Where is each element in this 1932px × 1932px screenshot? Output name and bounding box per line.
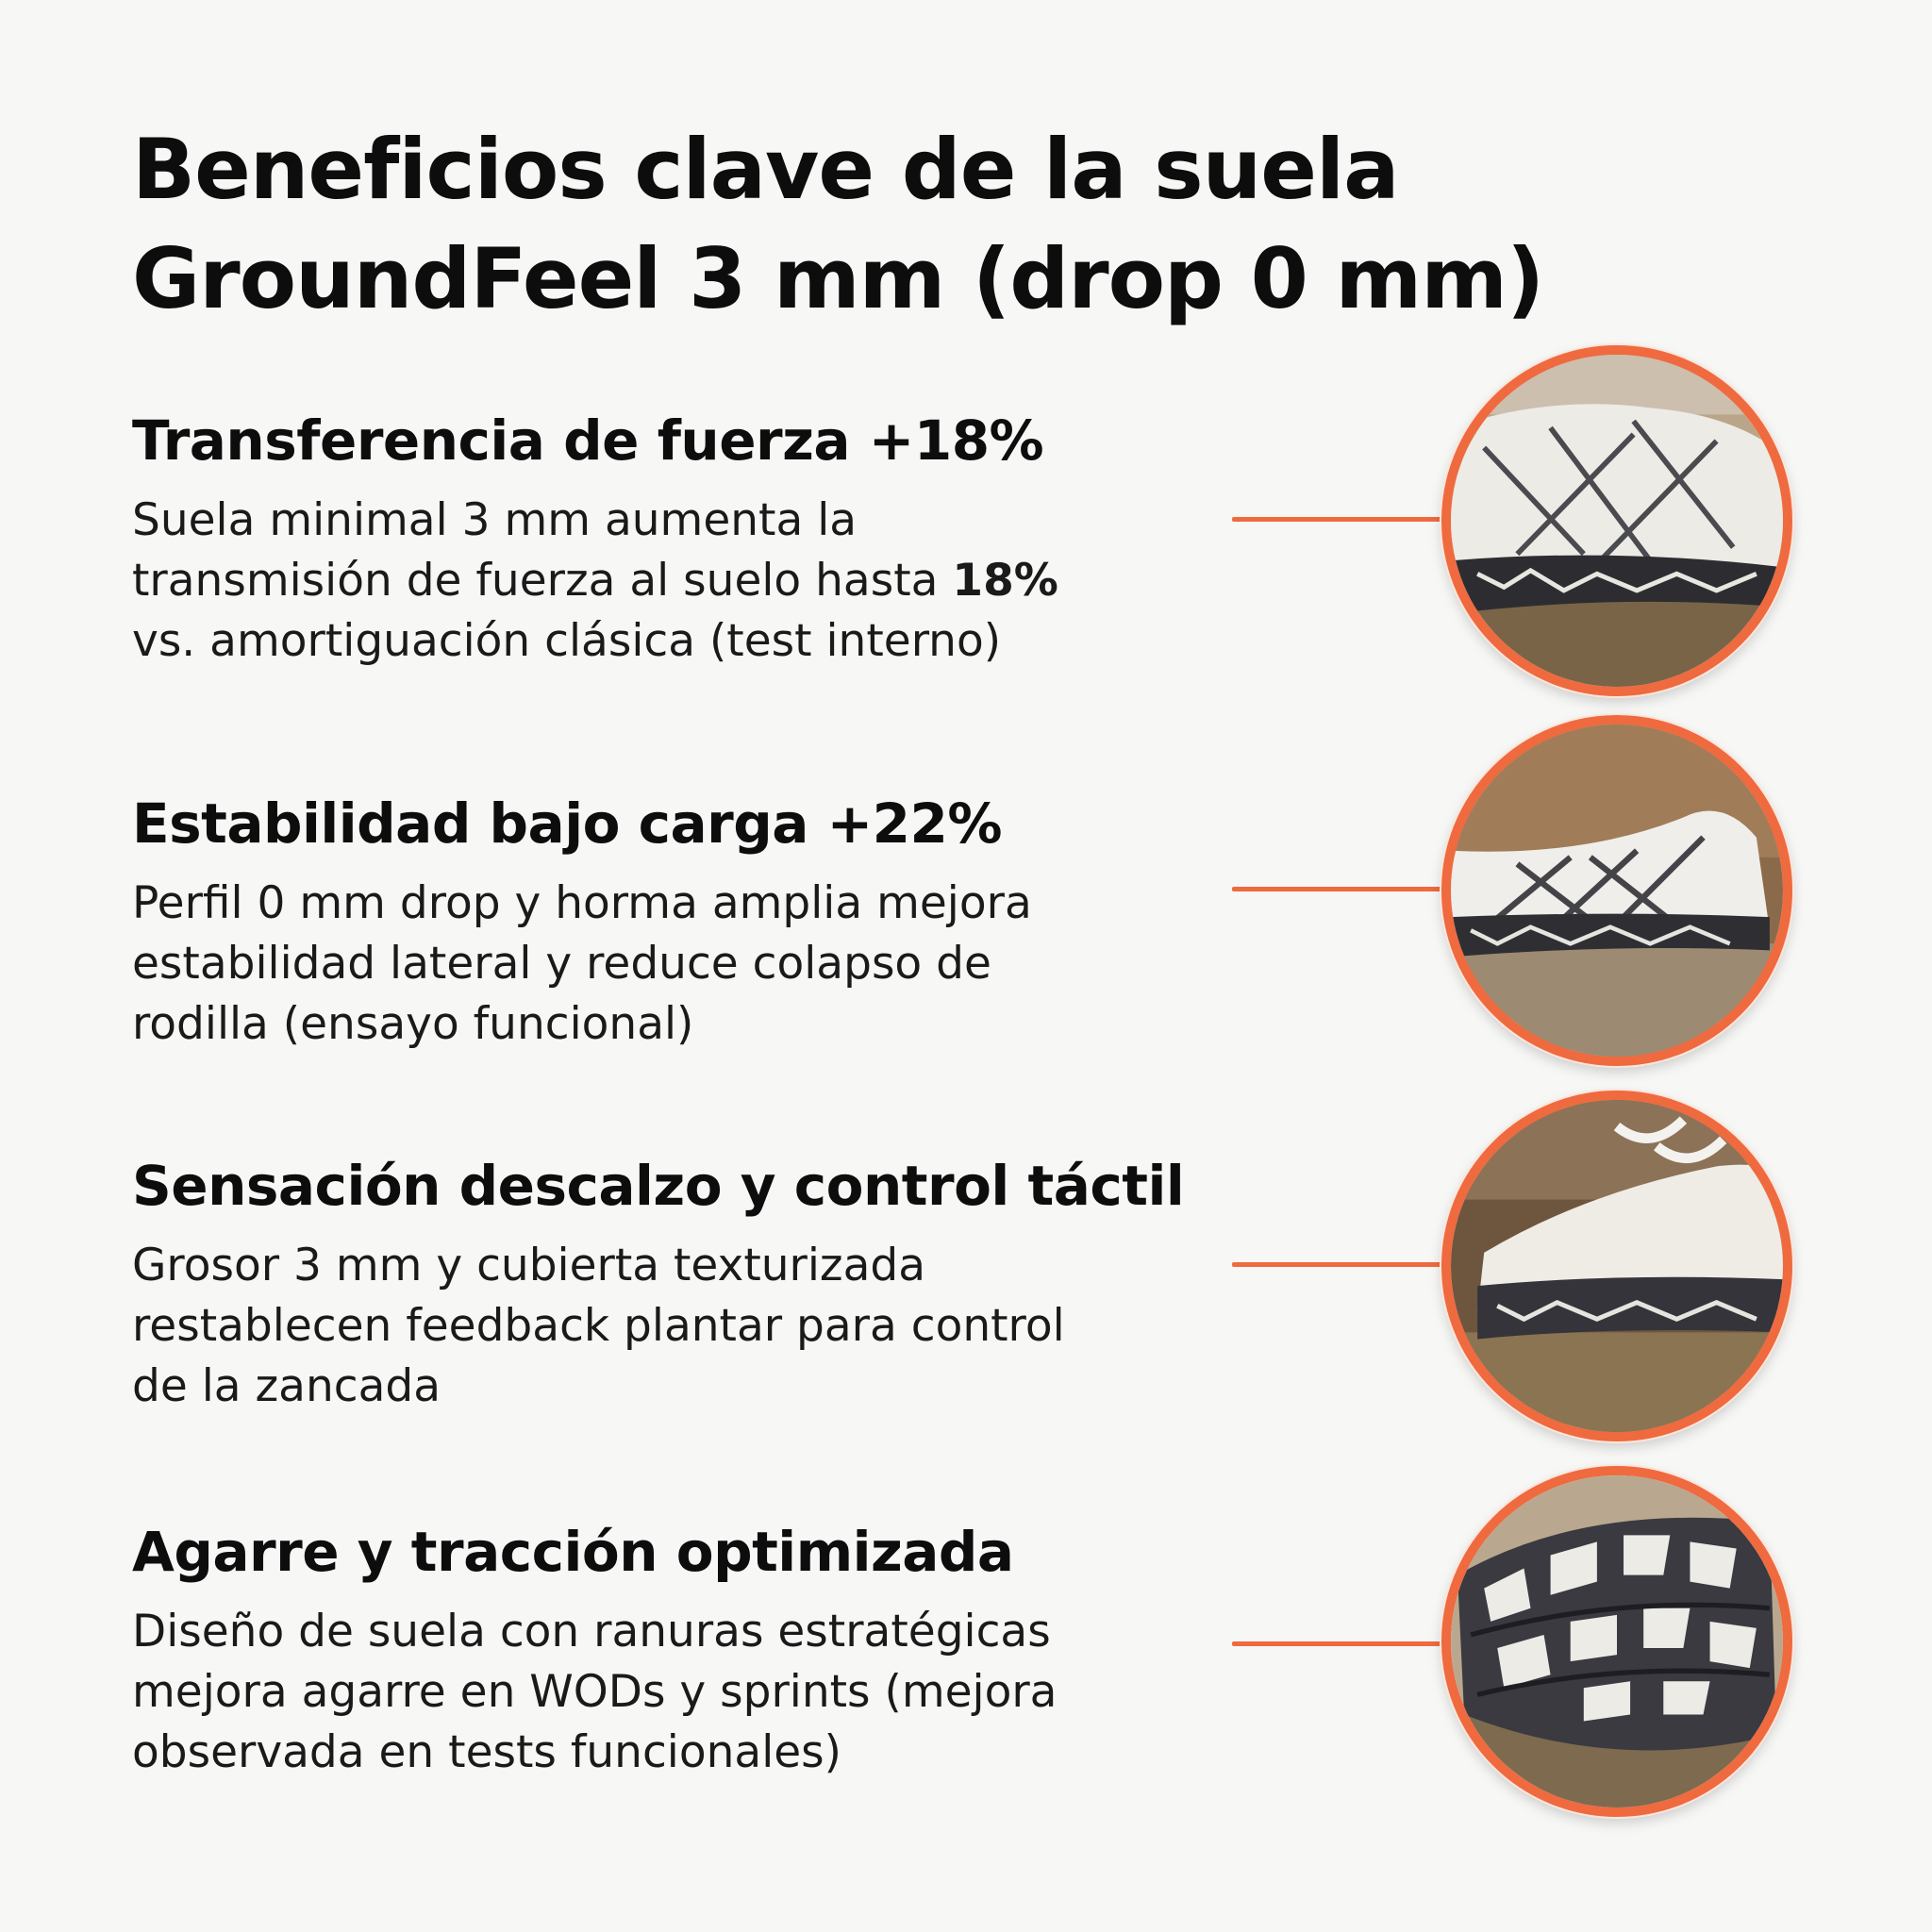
benefit-description-line: de la zancada — [132, 1360, 441, 1412]
benefit-description — [132, 1236, 1226, 1417]
benefit-description — [132, 1602, 1226, 1783]
benefit-description-line: estabilidad lateral y reduce colapso de — [132, 938, 991, 990]
title-line-1: Beneficios clave de la suela — [132, 121, 1399, 218]
connector-line — [1232, 887, 1445, 891]
benefit-description — [132, 874, 1226, 1055]
shoe-lateral-view-photo — [1441, 715, 1792, 1066]
title-line-2: GroundFeel 3 mm (drop 0 mm) — [132, 230, 1544, 327]
benefit-description-line: mejora agarre en WODs y sprints (mejora — [132, 1666, 1058, 1718]
benefit-heading: Agarre y tracción optimizada — [132, 1520, 1014, 1584]
benefit-description-line — [132, 551, 1226, 611]
connector-line — [1232, 1641, 1445, 1646]
benefit-item-grip-traction — [132, 1519, 1226, 1783]
benefit-item-stability — [132, 791, 1226, 1055]
page-title — [132, 115, 1736, 334]
benefit-description-line: Perfil 0 mm drop y horma amplia mejora — [132, 877, 1032, 929]
benefit-description-line: Diseño de suela con ranuras estratégicas — [132, 1606, 1051, 1657]
benefit-heading: Transferencia de fuerza +18% — [132, 408, 1044, 473]
connector-line — [1232, 517, 1445, 522]
shoe-side-view-photo — [1441, 345, 1792, 696]
outsole-tread-photo — [1441, 1466, 1792, 1817]
shoe-toe-closeup-photo — [1441, 1091, 1792, 1441]
benefit-description-text: transmisión de fuerza al suelo hasta — [132, 555, 953, 607]
benefit-description-line: restablecen feedback plantar para control — [132, 1300, 1065, 1352]
connector-line — [1232, 1262, 1445, 1267]
benefit-item-barefoot-feel — [132, 1153, 1226, 1417]
benefit-description-line: observada en tests funcionales) — [132, 1726, 841, 1778]
benefit-heading: Sensación descalzo y control táctil — [132, 1154, 1185, 1218]
benefit-item-force-transfer — [132, 408, 1226, 672]
benefit-emphasis-value: 18% — [952, 555, 1058, 607]
benefit-description — [132, 491, 1226, 672]
benefit-heading: Estabilidad bajo carga +22% — [132, 791, 1003, 856]
benefit-description-line: vs. amortiguación clásica (test interno) — [132, 615, 1002, 667]
benefit-description-line: rodilla (ensayo funcional) — [132, 998, 694, 1050]
benefit-description-line: Grosor 3 mm y cubierta texturizada — [132, 1240, 926, 1291]
benefit-description-line: Suela minimal 3 mm aumenta la — [132, 494, 858, 546]
